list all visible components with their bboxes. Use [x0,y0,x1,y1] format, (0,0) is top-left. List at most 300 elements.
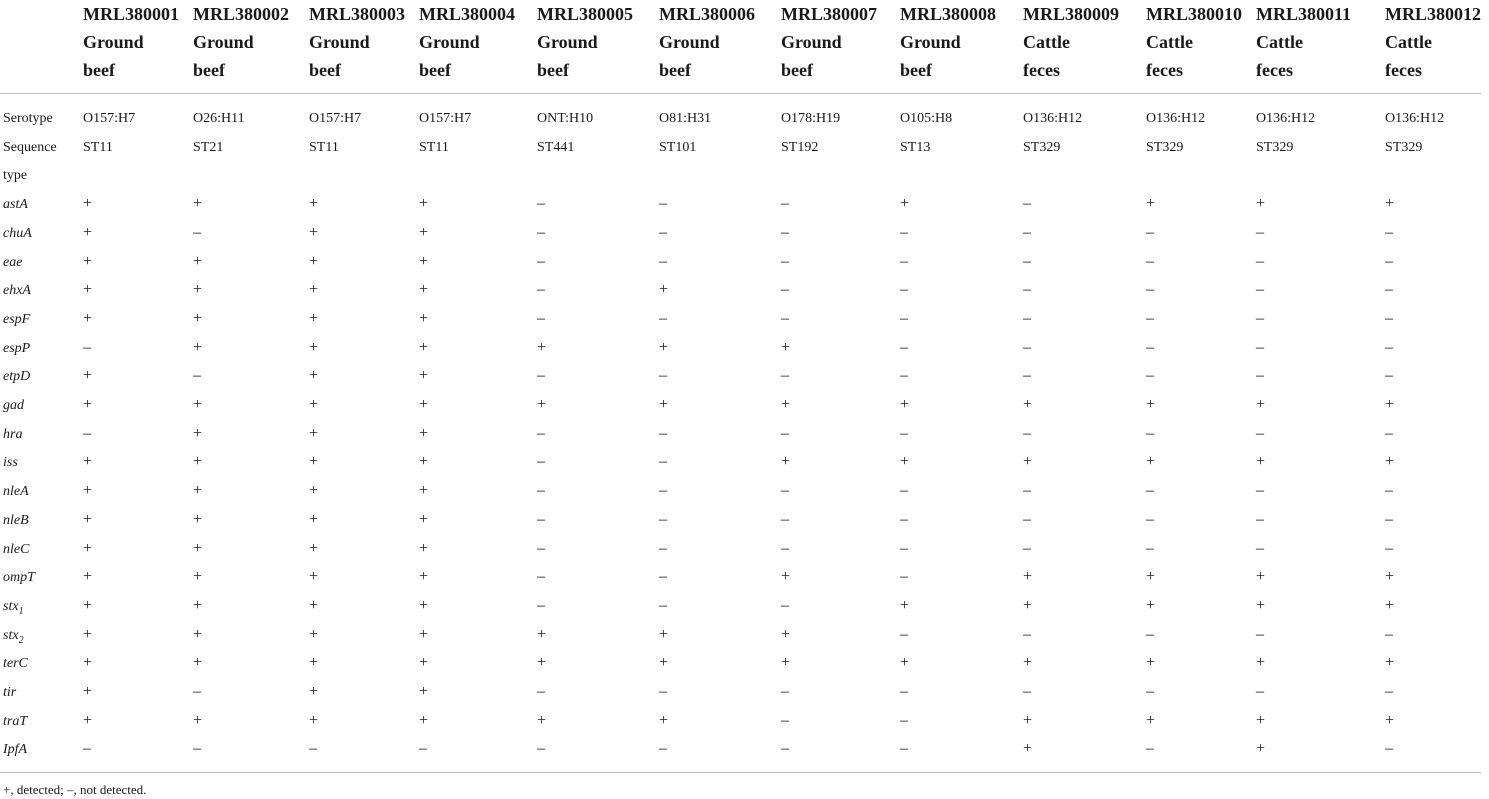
detected-mark: + [659,396,669,413]
not-detected-mark: – [1256,223,1264,241]
table-cell: ST329 [1146,139,1184,155]
not-detected-mark: – [659,510,667,528]
table-cell: O178:H19 [781,111,841,126]
not-detected-mark: – [659,740,667,758]
not-detected-mark: – [537,596,545,614]
detected-mark: + [309,281,319,299]
detected-mark: + [309,223,319,241]
not-detected-mark: – [900,740,908,758]
not-detected-mark: – [1385,223,1393,241]
not-detected-mark: – [419,740,427,758]
detected-mark: + [900,396,910,413]
not-detected-mark: – [1146,338,1154,356]
detected-mark: + [781,625,791,643]
not-detected-mark: – [1385,338,1393,356]
detected-mark: + [193,482,203,500]
detected-mark: + [309,309,319,327]
table-cell: O26:H11 [193,111,245,126]
detected-mark: + [193,510,203,528]
not-detected-mark: – [781,281,789,299]
column-source: feces [1385,60,1422,80]
not-detected-mark: – [1023,367,1031,385]
not-detected-mark: – [1146,539,1154,557]
detected-mark: + [83,309,93,327]
detected-mark: + [83,711,93,729]
column-isolate-id: MRL380005 [537,4,633,24]
column-source: Ground [309,32,370,52]
not-detected-mark: – [1023,625,1031,643]
not-detected-mark: – [1256,367,1264,385]
not-detected-mark: – [1385,309,1393,327]
not-detected-mark: – [537,683,545,700]
detected-mark: + [309,482,319,500]
not-detected-mark: – [1023,539,1031,557]
not-detected-mark: – [1146,252,1154,270]
detected-mark: + [193,281,203,299]
not-detected-mark: – [1023,195,1031,213]
detected-mark: + [419,482,429,500]
column-header [419,0,515,84]
row-label: espF [3,311,31,327]
not-detected-mark: – [781,596,789,614]
detected-mark: + [419,711,429,729]
table-cell: ST11 [83,139,113,155]
detected-mark: + [900,596,910,614]
not-detected-mark: – [1385,424,1393,442]
detected-mark: + [193,453,203,471]
detected-mark: + [309,338,319,356]
column-isolate-id: MRL380009 [1023,4,1119,24]
not-detected-mark: – [193,367,201,385]
detected-mark: + [1023,711,1033,729]
detected-mark: + [781,568,791,586]
detected-mark: + [419,309,429,327]
column-isolate-id: MRL380011 [1256,4,1352,24]
column-source: beef [419,60,451,80]
not-detected-mark: – [900,568,908,586]
detected-mark: + [83,482,93,500]
detected-mark: + [309,396,319,413]
not-detected-mark: – [659,367,667,385]
not-detected-mark: – [1256,625,1264,643]
detected-mark: + [193,338,203,356]
not-detected-mark: – [900,309,908,327]
detected-mark: + [309,367,319,385]
detected-mark: + [193,568,203,586]
not-detected-mark: – [659,424,667,442]
not-detected-mark: – [537,281,545,299]
not-detected-mark: – [1023,338,1031,356]
detected-mark: + [83,596,93,614]
not-detected-mark: – [193,223,201,241]
detected-mark: + [83,453,93,471]
detected-mark: + [309,424,319,442]
row-label: gad [3,398,24,413]
detected-mark: + [1023,568,1033,586]
not-detected-mark: – [1256,539,1264,557]
detected-mark: + [419,683,429,700]
detected-mark: + [1385,711,1395,729]
detected-mark: + [1146,568,1156,586]
not-detected-mark: – [537,367,545,385]
detected-mark: + [419,625,429,643]
column-isolate-id: MRL380003 [309,4,405,24]
not-detected-mark: – [537,568,545,586]
column-header [900,0,996,84]
table-footnote: +, detected; –, not detected. [3,782,147,797]
column-isolate-id: MRL380012 [1385,4,1481,24]
column-source: feces [1023,60,1060,80]
row-label: Serotype [3,111,53,126]
not-detected-mark: – [900,510,908,528]
not-detected-mark: – [537,223,545,241]
column-header [83,0,179,84]
detected-mark: + [83,568,93,586]
column-isolate-id: MRL380001 [83,4,179,24]
row-label: astA [3,197,28,213]
not-detected-mark: – [537,740,545,758]
row-label: IpfA [3,742,28,758]
detected-mark: + [419,338,429,356]
detected-mark: + [537,654,547,672]
not-detected-mark: – [1256,482,1264,500]
not-detected-mark: – [781,367,789,385]
table-cell: O136:H12 [1385,111,1445,126]
column-source: beef [193,60,225,80]
detected-mark: + [1146,711,1156,729]
not-detected-mark: – [1146,223,1154,241]
not-detected-mark: – [1023,309,1031,327]
detected-mark: + [193,539,203,557]
not-detected-mark: – [659,683,667,700]
not-detected-mark: – [1256,424,1264,442]
detected-mark: + [900,453,910,471]
table-cell: O157:H7 [83,111,136,126]
row-label: terC [3,656,28,672]
detected-mark: + [419,596,429,614]
not-detected-mark: – [1146,424,1154,442]
detected-mark: + [309,683,319,700]
detected-mark: + [193,625,203,643]
detected-mark: + [659,711,669,729]
not-detected-mark: – [781,539,789,557]
detected-mark: + [193,711,203,729]
detected-mark: + [419,195,429,213]
detected-mark: + [1023,654,1033,672]
column-isolate-id: MRL380002 [193,4,289,24]
column-source: Cattle [1023,32,1070,52]
detected-mark: + [193,396,203,413]
column-source: beef [537,60,569,80]
not-detected-mark: – [537,309,545,327]
not-detected-mark: – [1385,252,1393,270]
not-detected-mark: – [659,195,667,213]
not-detected-mark: – [900,281,908,299]
column-source: Ground [83,32,144,52]
detected-mark: + [419,281,429,299]
table-cell: O136:H12 [1256,111,1316,126]
not-detected-mark: – [1256,309,1264,327]
detected-mark: + [1385,195,1395,213]
not-detected-mark: – [781,424,789,442]
detected-mark: + [419,223,429,241]
detected-mark: + [83,683,93,700]
detected-mark: + [1023,396,1033,413]
column-source: Ground [781,32,842,52]
detected-mark: + [309,654,319,672]
table-cell: O105:H8 [900,111,953,126]
not-detected-mark: – [781,195,789,213]
detected-mark: + [309,453,319,471]
detected-mark: + [193,195,203,213]
detected-mark: + [900,195,910,213]
detected-mark: + [1256,453,1266,471]
detected-mark: + [83,223,93,241]
not-detected-mark: – [309,740,317,758]
not-detected-mark: – [781,309,789,327]
column-source: Ground [659,32,720,52]
detected-mark: + [309,568,319,586]
column-isolate-id: MRL380010 [1146,4,1242,24]
row-label: traT [3,713,28,729]
not-detected-mark: – [900,482,908,500]
not-detected-mark: – [781,711,789,729]
not-detected-mark: – [1146,309,1154,327]
not-detected-mark: – [1256,338,1264,356]
column-source: Ground [419,32,480,52]
column-source: beef [83,60,115,80]
detected-mark: + [83,396,93,413]
detected-mark: + [419,568,429,586]
column-header [193,0,289,84]
not-detected-mark: – [900,625,908,643]
not-detected-mark: – [1023,424,1031,442]
detected-mark: + [537,396,547,413]
detected-mark: + [83,625,93,643]
row-label: ompT [3,570,35,586]
not-detected-mark: – [1385,367,1393,385]
detected-mark: + [1023,740,1033,758]
header-rule [0,93,1481,94]
bottom-rule [0,772,1481,773]
not-detected-mark: – [1146,367,1154,385]
row-label: stx$_1$ [3,598,24,617]
not-detected-mark: – [900,338,908,356]
not-detected-mark: – [537,252,545,270]
row-label: hra [3,426,23,442]
detected-mark: + [1385,453,1395,471]
detected-mark: + [1023,596,1033,614]
not-detected-mark: – [781,223,789,241]
table-cell: ST329 [1385,139,1423,155]
detected-mark: + [419,654,429,672]
column-isolate-id: MRL380008 [900,4,996,24]
table-cell: ST11 [309,139,339,155]
row-label: etpD [3,369,31,385]
table-cell: O136:H12 [1146,111,1206,126]
detected-mark: + [537,711,547,729]
table-cell: O136:H12 [1023,111,1083,126]
row-label: type [3,168,28,184]
detected-mark: + [193,596,203,614]
detected-mark: + [1385,396,1395,413]
column-source: Ground [900,32,961,52]
detected-mark: + [419,367,429,385]
column-header [781,0,877,84]
not-detected-mark: – [1385,683,1393,700]
detected-mark: + [1385,568,1395,586]
detected-mark: + [1256,396,1266,413]
detected-mark: + [1146,453,1156,471]
detected-mark: + [781,654,791,672]
not-detected-mark: – [1146,740,1154,758]
table-cell: ST101 [659,139,697,155]
detected-mark: + [659,338,669,356]
table-cell: O157:H7 [419,111,472,126]
detected-mark: + [1256,711,1266,729]
detected-mark: + [1256,568,1266,586]
not-detected-mark: – [537,482,545,500]
detected-mark: + [1256,195,1266,213]
detected-mark: + [193,654,203,672]
column-isolate-id: MRL380007 [781,4,877,24]
detected-mark: + [1385,596,1395,614]
table-cell: O157:H7 [309,111,362,126]
column-header [537,0,633,84]
not-detected-mark: – [659,482,667,500]
not-detected-mark: – [83,338,91,356]
table-cell: ST329 [1256,139,1294,155]
table-cell: ST441 [537,139,575,155]
not-detected-mark: – [83,740,91,758]
column-source: beef [309,60,341,80]
row-label: stx$_2$ [3,627,24,646]
not-detected-mark: – [1146,510,1154,528]
column-source: Ground [537,32,598,52]
not-detected-mark: – [781,510,789,528]
not-detected-mark: – [1385,740,1393,758]
not-detected-mark: – [781,740,789,758]
table-cell: ST192 [781,139,819,155]
detected-mark: + [83,510,93,528]
detected-mark: + [419,424,429,442]
not-detected-mark: – [193,740,201,758]
detected-mark: + [419,510,429,528]
not-detected-mark: – [781,252,789,270]
not-detected-mark: – [900,367,908,385]
row-label: ehxA [3,283,31,299]
not-detected-mark: – [781,482,789,500]
detected-mark: + [83,252,93,270]
column-header [659,0,755,84]
not-detected-mark: – [1385,625,1393,643]
detected-mark: + [1146,654,1156,672]
not-detected-mark: – [537,453,545,471]
row-label: tir [3,685,17,700]
detected-mark: + [309,252,319,270]
row-label: chuA [3,225,32,241]
detected-mark: + [419,252,429,270]
not-detected-mark: – [1385,482,1393,500]
detected-mark: + [309,596,319,614]
not-detected-mark: – [1385,539,1393,557]
not-detected-mark: – [1146,683,1154,700]
not-detected-mark: – [781,683,789,700]
column-source: feces [1256,60,1293,80]
column-isolate-id: MRL380004 [419,4,515,24]
detected-mark: + [419,539,429,557]
not-detected-mark: – [900,223,908,241]
detected-mark: + [1023,453,1033,471]
detected-mark: + [83,539,93,557]
column-header [1023,0,1119,84]
detected-mark: + [309,510,319,528]
table-cell: ST329 [1023,139,1061,155]
not-detected-mark: – [83,424,91,442]
detected-mark: + [83,281,93,299]
column-source: Ground [193,32,254,52]
not-detected-mark: – [659,453,667,471]
detected-mark: + [309,625,319,643]
detected-mark: + [659,625,669,643]
not-detected-mark: – [1023,482,1031,500]
not-detected-mark: – [659,309,667,327]
not-detected-mark: – [900,711,908,729]
detected-mark: + [309,539,319,557]
detected-mark: + [1146,195,1156,213]
column-source: Cattle [1146,32,1193,52]
detected-mark: + [537,625,547,643]
table-cell: ONT:H10 [537,111,594,126]
not-detected-mark: – [659,539,667,557]
not-detected-mark: – [537,195,545,213]
detected-mark: + [193,252,203,270]
detected-mark: + [1256,740,1266,758]
detected-mark: + [83,654,93,672]
not-detected-mark: – [900,539,908,557]
detected-mark: + [781,453,791,471]
detected-mark: + [83,367,93,385]
not-detected-mark: – [659,596,667,614]
detected-mark: + [659,654,669,672]
detected-mark: + [193,309,203,327]
not-detected-mark: – [1023,223,1031,241]
row-label: nleA [3,484,29,500]
not-detected-mark: – [193,683,201,700]
detected-mark: + [1385,654,1395,672]
not-detected-mark: – [1256,281,1264,299]
not-detected-mark: – [537,539,545,557]
not-detected-mark: – [1146,482,1154,500]
table-cell: ST13 [900,139,931,155]
detected-mark: + [1256,596,1266,614]
table-cell: O81:H31 [659,111,712,126]
not-detected-mark: – [659,252,667,270]
row-label: Sequence [3,139,57,155]
column-source: Cattle [1385,32,1432,52]
table-cell: ST11 [419,139,449,155]
column-source: feces [1146,60,1183,80]
detected-mark: + [193,424,203,442]
not-detected-mark: – [1385,281,1393,299]
not-detected-mark: – [1023,281,1031,299]
not-detected-mark: – [537,510,545,528]
not-detected-mark: – [537,424,545,442]
not-detected-mark: – [1146,281,1154,299]
detected-mark: + [419,396,429,413]
row-label: nleB [3,512,29,528]
detected-mark: + [419,453,429,471]
